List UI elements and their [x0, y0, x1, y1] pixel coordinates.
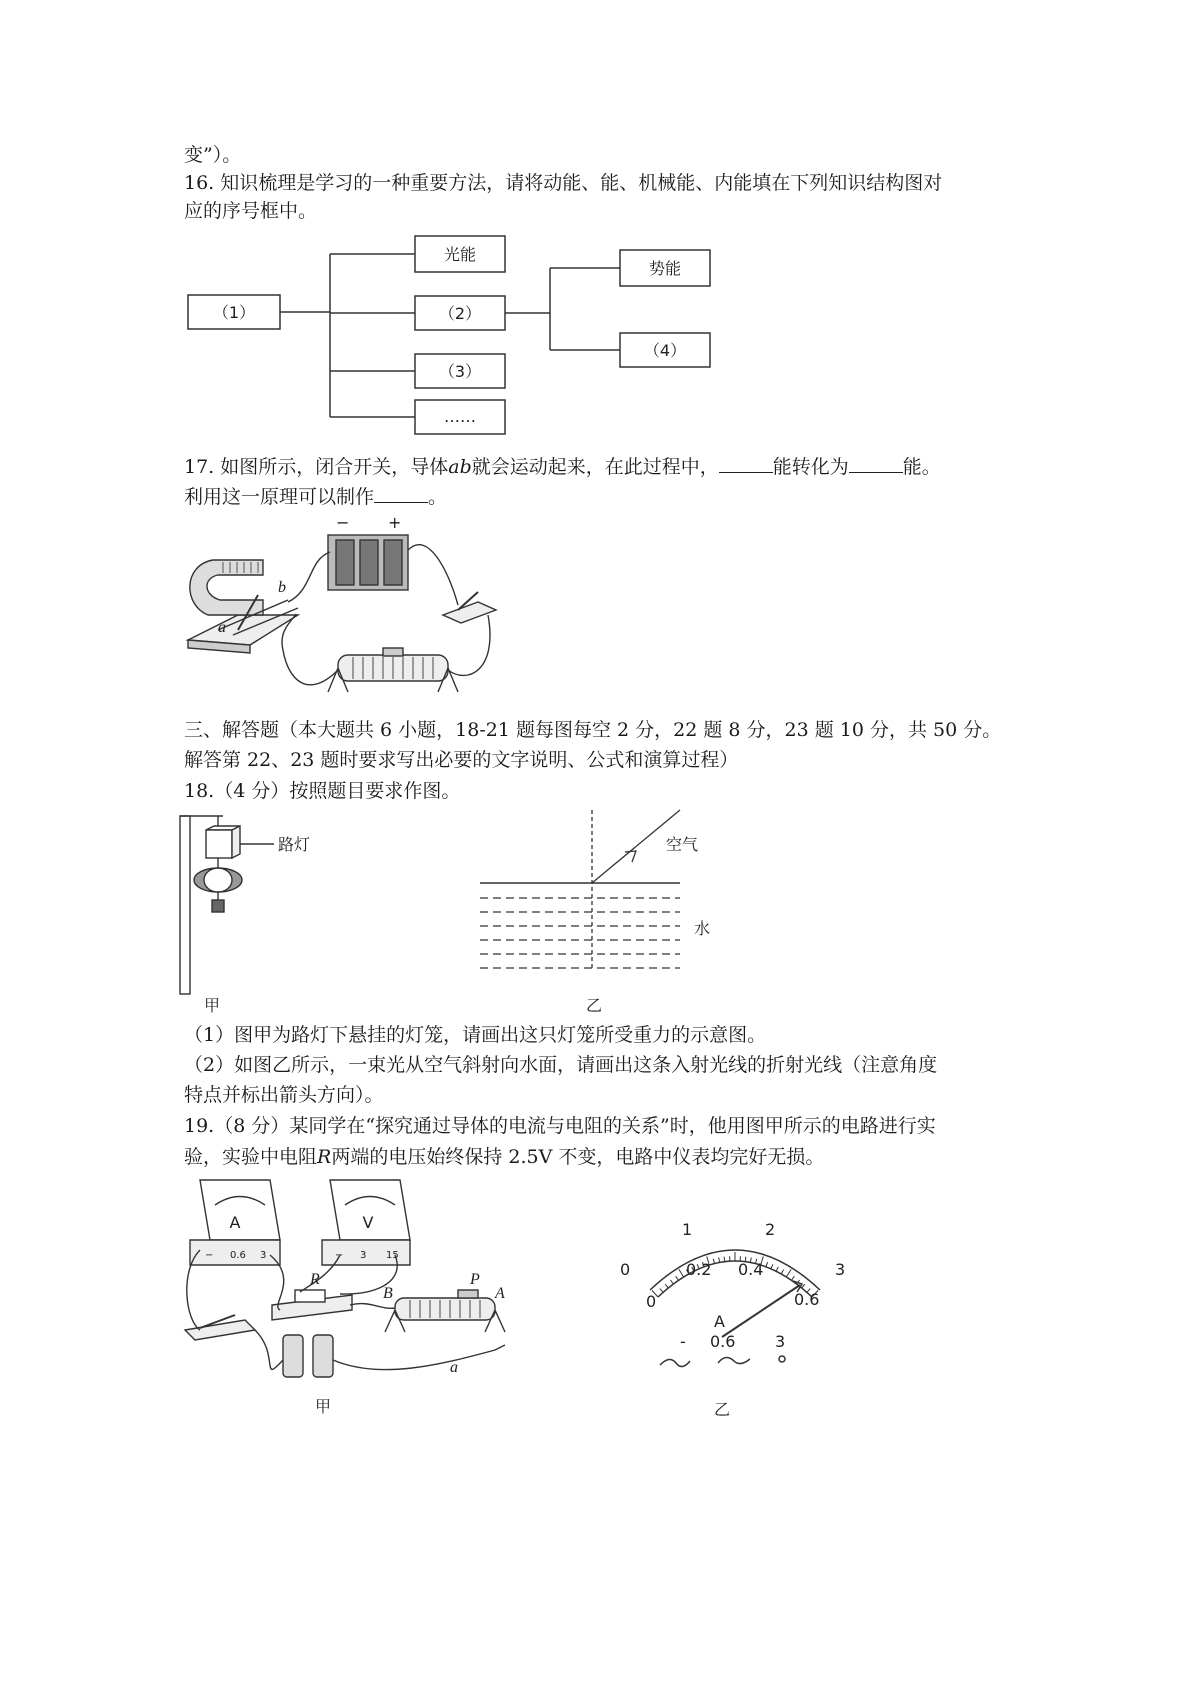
motor-circuit-figure	[178, 510, 528, 700]
q19-R: R	[317, 1146, 332, 1168]
dial-tick	[665, 1284, 668, 1288]
dial-top-2: 2	[765, 1220, 776, 1239]
q19-line1: 19.（8 分）某同学在“探究通过导体的电流与电阻的关系”时，他用图甲所示的电路进行实	[184, 1115, 936, 1137]
voltmeter-term-neg: −	[335, 1250, 344, 1261]
rheostat-A-label: A	[495, 1285, 505, 1302]
q19-text-b: 两端的电压始终保持 2.5V 不变，电路中仪表均完好无损。	[331, 1146, 825, 1168]
dial-tick	[771, 1264, 773, 1269]
dial-meter-label: A	[714, 1312, 725, 1331]
dial-tick	[660, 1289, 663, 1293]
q17-blank-3[interactable]	[374, 485, 428, 503]
label-box-2: （2）	[438, 304, 482, 323]
knowledge-structure-diagram	[180, 230, 740, 440]
ammeter-term-3: 3	[260, 1250, 267, 1261]
dial-bottom-04: 0.4	[738, 1260, 764, 1279]
q19-line2	[184, 1142, 824, 1169]
label-light-energy: 光能	[443, 245, 477, 264]
resistor-R-label: R	[310, 1271, 320, 1288]
q18-part1: （1）图甲为路灯下悬挂的灯笼，请画出这只灯笼所受重力的示意图。	[184, 1024, 767, 1046]
q18-title: 18.（4 分）按照题目要求作图。	[184, 780, 461, 802]
circuit-caption: 甲	[315, 1397, 332, 1416]
circuit-figure	[180, 1170, 580, 1420]
water-label: 水	[694, 919, 711, 938]
dial-caption: 乙	[714, 1400, 731, 1419]
q17-blank-2[interactable]	[849, 455, 903, 473]
battery-plus-label: +	[388, 513, 402, 532]
rheostat-P-label: P	[470, 1271, 480, 1288]
dial-top-0: 0	[620, 1260, 631, 1279]
ammeter-label: A	[229, 1213, 241, 1232]
fig-a-caption: 甲	[204, 996, 221, 1015]
dial-tick	[781, 1270, 783, 1274]
label-potential-energy: 势能	[648, 259, 682, 278]
wire-a-label: a	[450, 1359, 458, 1376]
dial-tick	[786, 1269, 791, 1277]
label-more: ……	[444, 407, 476, 426]
rheostat-B-label: B	[383, 1285, 393, 1302]
dial-tick	[792, 1276, 795, 1280]
q18-part2-line2: 特点并标出箭头方向）。	[184, 1084, 384, 1106]
ammeter-term-06: 0.6	[230, 1250, 246, 1261]
rod-end-a-label: a	[218, 619, 226, 636]
q18-part2-line1: （2）如图乙所示，一束光从空气斜射向水面，请画出这条入射光线的折射光线（注意角度	[184, 1054, 938, 1076]
dial-top-1: 1	[682, 1220, 693, 1239]
voltmeter-term-15: 15	[386, 1250, 399, 1261]
q17-text-f: 。	[428, 486, 448, 508]
q17-ab: ab	[448, 456, 472, 478]
battery-minus-label: −	[336, 513, 350, 532]
q15-tail: 变”）。	[184, 144, 242, 166]
dial-tick	[670, 1280, 673, 1284]
q17-text-e: 利用这一原理可以制作	[184, 486, 375, 508]
q17-text-a: 17. 如图所示，闭合开关，导体	[184, 456, 449, 478]
q17-line1	[184, 452, 941, 479]
section3-line2: 解答第 22、23 题时要求写出必要的文字说明、公式和演算过程）	[184, 749, 739, 771]
q17-text-d: 能。	[902, 456, 941, 478]
ammeter-dial-figure	[610, 1215, 860, 1425]
label-box-4: （4）	[643, 341, 687, 360]
dial-top-3: 3	[835, 1260, 846, 1279]
fig-b-caption: 乙	[586, 996, 603, 1015]
dial-term-06: 0.6	[710, 1332, 736, 1351]
voltmeter-term-3: 3	[360, 1250, 367, 1261]
q19-text-a: 验，实验中电阻	[184, 1146, 318, 1168]
dial-term-3: 3	[775, 1332, 786, 1351]
dial-tick	[676, 1276, 679, 1280]
q16-line2: 应的序号框中。	[184, 200, 318, 222]
ammeter-term-neg: −	[205, 1250, 214, 1261]
q16-line1: 16. 知识梳理是学习的一种重要方法，请将动能、能、机械能、内能填在下列知识结构图对	[184, 172, 943, 194]
q17-text-c: 能转化为	[772, 456, 849, 478]
dial-tick	[724, 1257, 725, 1262]
dial-bottom-06: 0.6	[794, 1290, 820, 1309]
q17-text-b: 就会运动起来，在此过程中，	[471, 456, 719, 478]
q17-blank-1[interactable]	[719, 455, 773, 473]
voltmeter-label: V	[362, 1213, 374, 1232]
dial-bottom-0: 0	[646, 1292, 657, 1311]
dial-tick	[713, 1259, 714, 1264]
dial-tick	[719, 1258, 720, 1263]
refraction-figure	[480, 808, 760, 1016]
dial-tick	[766, 1262, 768, 1267]
lamp-label: 路灯	[278, 835, 311, 854]
dial-term-neg: -	[680, 1332, 686, 1351]
air-label: 空气	[666, 835, 699, 854]
section3-line1: 三、解答题（本大题共 6 小题，18-21 题每图每空 2 分，22 题 8 分，23 题 10 分，共 50 分。	[184, 719, 1002, 741]
rod-end-b-label: b	[278, 579, 286, 596]
dial-bottom-02: 0.2	[686, 1260, 712, 1279]
dial-tick	[679, 1269, 684, 1277]
q17-line2	[184, 482, 447, 509]
dial-tick	[776, 1267, 778, 1271]
label-box-1: （1）	[212, 303, 256, 322]
street-lamp-figure	[178, 808, 338, 1016]
label-box-3: （3）	[438, 362, 482, 381]
